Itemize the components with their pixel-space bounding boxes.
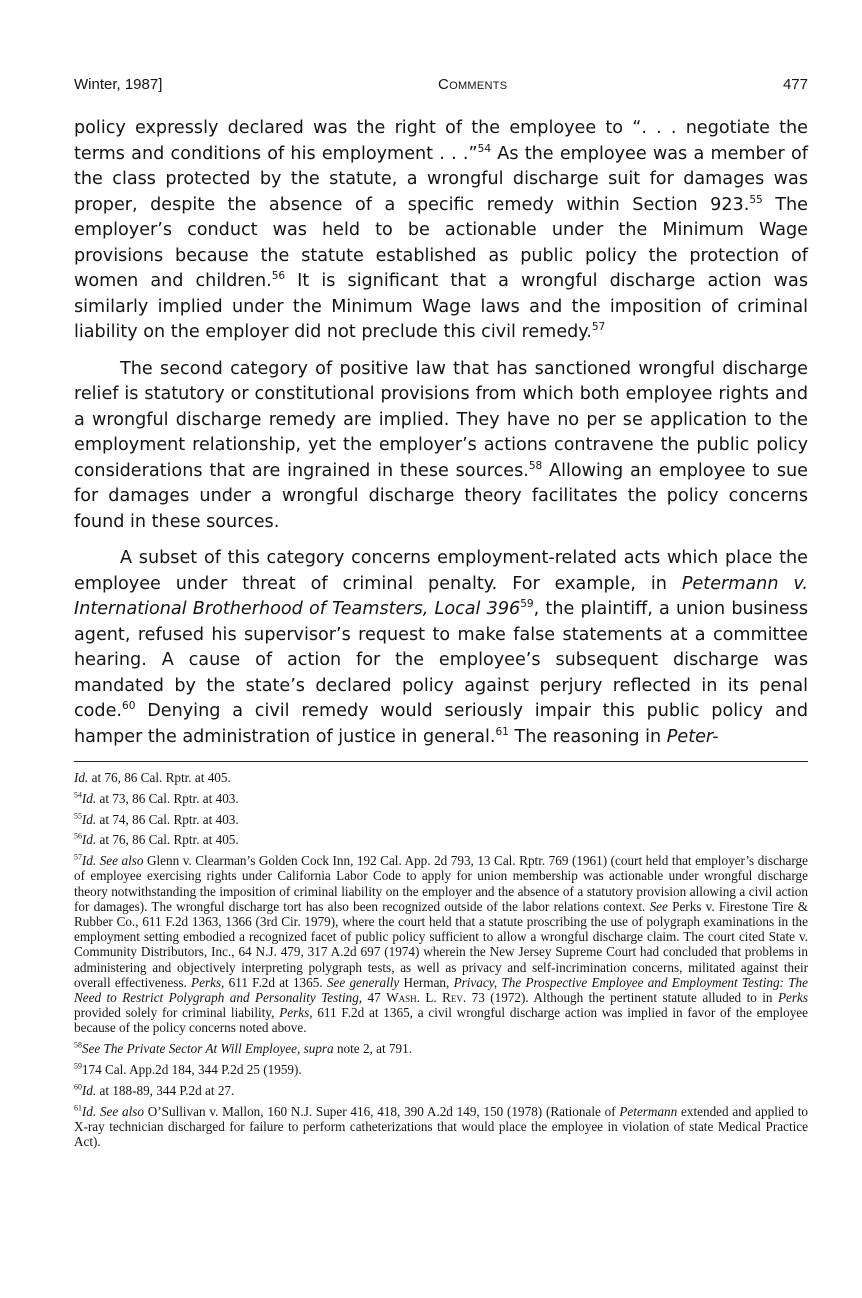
footnote-text: at 76, 86 Cal. Rptr. at 405. [88,770,231,785]
footnote-53 [74,770,808,785]
footnote-ref-55: 55 [749,193,763,206]
footnote-text: Glenn v. Clearman’s Golden Cock Inn, 192 Cal. App. 2d 793, 13 Cal. Rptr. 769 (1961) (court held that employer’s discharge of employee exercising rights under California Labor Code to apply for union membership was actionable under wrongful discharge theory notwithstanding the imposition of criminal liability on the employer and the absence of a statutory provision allowing a civil action for damages). The wrongful discharge tort has also been recognized outside of the labor relations context. [74,853,808,914]
signal: Id. See also [81,1103,144,1119]
footnote-59 [74,1062,808,1077]
footnote-text: note 2, at 791. [333,1041,413,1057]
text-run: The employer’s conduct was held to be actionable under the Minimum Wage provisions because the statute established as public policy the protection of women and children. [74,194,808,291]
footnote-ref-58: 58 [528,459,543,472]
footnote-number: 61 [74,1103,82,1113]
body-paragraph-2 [74,357,808,536]
footnote-number: 57 [74,852,82,862]
footnote-55 [74,812,808,827]
footnote-text: 73 (1972). Although the pertinent statute alluded to in [466,990,778,1006]
running-header [74,76,808,102]
footnotes [74,770,808,1149]
footnote-text: 611 F.2d at 1365, a civil wrongful discharge action was implied in favor of the employee because of the policy concerns noted above. [74,1005,808,1036]
case-short-name: Perks, [279,1005,313,1021]
article-title: See The Private Sector At Will Employee, supra [81,1041,334,1057]
footnote-ref-60: 60 [122,700,136,713]
footnote-ref-59: 59 [520,598,534,611]
text-run: Denying a civil remedy would seriously impair this public policy and hamper the administration of justice in general. [74,701,808,747]
footnote-text: at 73, 86 Cal. Rptr. at 403. [96,790,239,806]
footnote-60 [74,1083,808,1098]
body-paragraph-3 [74,546,808,750]
footnote-ref-54: 54 [477,142,492,155]
signal: See [649,898,668,914]
journal-page [74,76,808,1155]
footnote-text: at 76, 86 Cal. Rptr. at 405. [96,832,239,848]
footnote-56 [74,832,808,847]
text-run: Allowing an employee to sue for damages under a wrongful discharge theory facilitates the policy concerns found in these sources. [74,460,808,532]
footnote-text: 611 F.2d at 1365. [224,974,327,990]
id-cite: Id. [81,832,97,848]
id-cite: Id. [81,811,97,827]
footnote-ref-56: 56 [271,270,286,283]
case-short-name: Petermann [619,1103,678,1119]
article-title: Privacy, The Prospective Employee and Employment Testing: The Need to Restrict Polygraph and Personality Testing, [74,974,808,1006]
case-short-name: Perks [777,990,808,1006]
footnote-text: extended and applied to X-ray technician discharged for failure to perform catheterizations that would place the employee in violation of state Medical Practice Act). [74,1103,808,1150]
footnote-ref-57: 57 [591,321,606,334]
text-run: , the plaintiff, a union business agent, refused his supervisor’s request to make false statements at a committee hearing. A cause of action for the employee’s subsequent discharge was mandated by the state’s declared policy against perjury reflected in its penal code. [74,599,808,721]
footnote-number: 55 [74,811,82,821]
footnote-61 [74,1104,808,1150]
case-name-continued: Peter- [666,726,719,747]
footnote-54 [74,791,808,806]
footnote-text: Perks v. Firestone Tire & Rubber Co., 611 F.2d 1363, 1366 (3rd Cir. 1979), where the court held that a statute proscribing the use of polygraph examinations in the employment setting embodied a recognized facet of public policy sufficient to allow a wrongful discharge claim. The court cited State v. Community Distributors, Inc., 64 N.J. 479, 317 A.2d 697 (1974) wherein the New Jersey Supreme Court had concluded that problems in administering and objectively interpreting polygraph tests, as well as privacy and self-incrimination concerns, militated against their overall effectiveness. [74,898,808,990]
footnote-text: provided solely for criminal liability, [74,1005,280,1021]
header-issue-date: Winter, 1987] [74,76,163,93]
case-name-petermann: Petermann v. International Brotherhood of Teamsters, Local 396 [74,573,808,619]
footnote-text: 174 Cal. App.2d 184, 344 P.2d 25 (1959). [81,1062,302,1078]
journal-name: Wash. L. Rev. [386,990,467,1006]
footnote-text: 47 [362,990,387,1006]
footnote-number: 60 [74,1082,82,1092]
footnote-text: at 74, 86 Cal. Rptr. at 403. [96,811,239,827]
text-run: policy expressly declared was the right of the employee to “. . . negotiate the terms and conditions of his employment . . .” [74,118,808,164]
id-cite: Id. [81,790,97,806]
footnote-number: 56 [74,832,82,841]
text-run: The second category of positive law that has sanctioned wrongful discharge relief is statutory or constitutional provisions from which both employee rights and a wrongful discharge remedy are implied. They have no per se application to the employment relationship, yet the employer’s actions contravene the public policy considerations that are ingrained in these sources. [74,358,808,481]
body-text [74,116,808,750]
text-run: As the employee was a member of the class protected by the statute, a wrongful discharge suit for damages was proper, despite the absence of a specific remedy within Section 923. [74,143,808,215]
page-number: 477 [782,76,808,93]
footnote-58 [74,1041,808,1056]
footnote-text: Herman, [399,974,454,990]
footnote-number: 59 [74,1061,82,1071]
id-cite: Id. [74,770,89,785]
footnote-text: O’Sullivan v. Mallon, 160 N.J. Super 416, 418, 390 A.2d 149, 150 (1978) (Rationale of [144,1103,620,1119]
signal: Id. See also [81,853,144,869]
text-run: The reasoning in [508,726,667,747]
signal: See generally [326,974,400,990]
body-paragraph-1 [74,116,808,346]
header-section-title: Comments [437,76,508,93]
footnote-57 [74,853,808,1035]
footnote-divider [74,761,808,762]
id-cite: Id. [81,1082,97,1098]
footnote-number: 58 [74,1040,82,1050]
text-run: A subset of this category concerns employment-related acts which place the employee under threat of criminal penalty. For example, in [74,548,808,594]
case-short-name: Perks, [191,974,225,990]
text-run: It is significant that a wrongful discharge action was similarly implied under the Minimum Wage laws and the imposition of criminal liability on the employer did not preclude this civil remedy. [74,271,808,342]
footnote-text: at 188-89, 344 P.2d at 27. [96,1082,235,1098]
footnote-number: 54 [74,790,82,800]
footnote-ref-61: 61 [495,725,509,738]
